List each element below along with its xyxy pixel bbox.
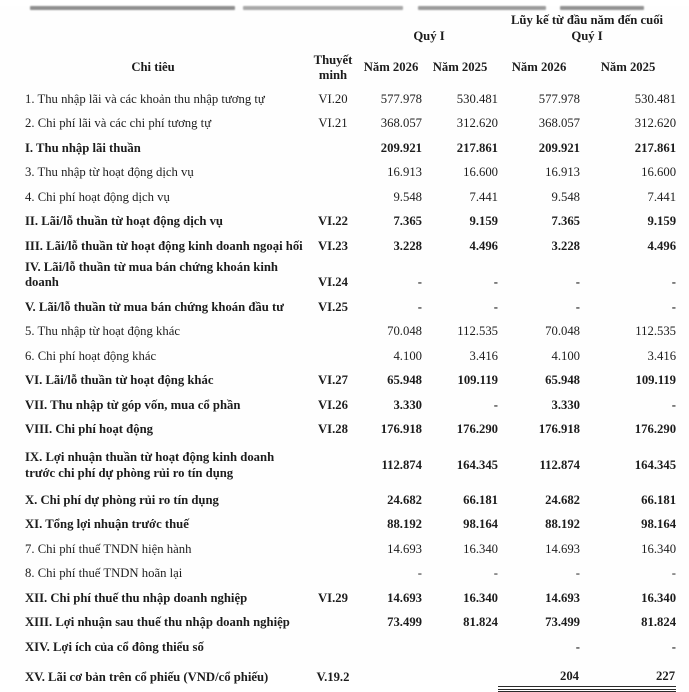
table-row — [0, 514, 676, 539]
financial-statement-page — [0, 6, 689, 684]
row-label: 6. Chi phí hoạt động khác — [25, 348, 157, 363]
table-row — [0, 443, 676, 489]
value-cell: 98.164 — [641, 517, 677, 532]
value-cell: 66.181 — [641, 492, 677, 507]
header-thuyet-minh: Thuyết minh — [313, 53, 353, 82]
header-group-ytd: Lũy kế từ đầu năm đến cuối Quý I — [510, 13, 664, 44]
value-cell: 7.441 — [647, 189, 677, 204]
note-reference — [306, 186, 360, 211]
header-year-2025-ytd: Năm 2025 — [600, 60, 656, 75]
value-cell: 16.600 — [641, 165, 677, 180]
value-cell: 217.861 — [634, 140, 677, 155]
value-cell — [498, 661, 580, 691]
value-cell: 9.159 — [469, 214, 499, 229]
note-reference — [306, 514, 360, 539]
value-cell: 176.290 — [634, 422, 677, 437]
row-label: IV. Lãi/lỗ thuần từ mua bán chứng khoán kinh doanh — [25, 259, 278, 290]
value-cell: 16.340 — [641, 590, 677, 605]
note-reference — [306, 443, 360, 489]
value-cell: 176.918 — [380, 422, 422, 437]
value-cell: - — [417, 275, 422, 290]
value-cell: 3.416 — [469, 348, 499, 363]
note-reference: V.19.2 — [316, 669, 350, 684]
table-row — [0, 538, 676, 563]
table-row — [0, 394, 676, 419]
cropped-text-segment — [418, 6, 546, 10]
value-cell: 88.192 — [545, 517, 581, 532]
value-cell: 312.620 — [456, 116, 499, 131]
value-cell: - — [493, 566, 499, 581]
value-cell: 73.499 — [387, 615, 422, 630]
value-cell: - — [671, 566, 677, 581]
value-cell: - — [493, 299, 499, 314]
header-year-2026-ytd: Năm 2026 — [511, 60, 567, 75]
table-row — [0, 88, 676, 113]
value-cell: 176.290 — [456, 422, 499, 437]
note-reference — [306, 345, 360, 370]
row-label: III. Lãi/lỗ thuần từ hoạt động kinh doanh ngoại hối — [25, 238, 303, 253]
cropped-text-segment — [560, 6, 644, 10]
value-cell — [360, 636, 422, 661]
value-cell: 70.048 — [545, 324, 581, 339]
value-cell: 3.330 — [551, 397, 581, 412]
row-label: 8. Chi phí thuế TNDN hoãn lại — [25, 566, 183, 581]
row-label: I. Thu nhập lãi thuần — [25, 140, 141, 155]
value-cell: 73.499 — [545, 615, 581, 630]
value-cell: 112.535 — [635, 324, 677, 339]
value-cell: 14.693 — [545, 541, 581, 556]
cropped-text-segment — [30, 6, 235, 10]
table-row — [0, 260, 676, 297]
note-reference — [306, 563, 360, 588]
note-reference: VI.21 — [318, 116, 348, 131]
table-row — [0, 661, 676, 691]
table-row — [0, 235, 676, 260]
value-cell: 577.978 — [538, 91, 581, 106]
value-cell: - — [575, 639, 581, 654]
value-cell: 14.693 — [387, 541, 422, 556]
table-row — [0, 370, 676, 395]
value-cell: 112.874 — [381, 458, 422, 473]
note-reference: VI.27 — [318, 373, 348, 388]
value-cell: 4.496 — [647, 238, 677, 253]
table-row — [0, 137, 676, 162]
value-cell: 176.918 — [538, 422, 581, 437]
note-reference: VI.20 — [318, 91, 348, 106]
value-cell: - — [671, 299, 677, 314]
table-row — [0, 587, 676, 612]
table-row — [0, 636, 676, 661]
value-cell: 530.481 — [456, 91, 499, 106]
table-row — [0, 321, 676, 346]
value-cell — [422, 636, 498, 661]
value-cell: 164.345 — [634, 458, 677, 473]
value-cell: - — [671, 639, 677, 654]
note-reference — [306, 538, 360, 563]
value-cell: 16.340 — [641, 541, 677, 556]
value-with-double-rule: 227 — [580, 669, 676, 687]
value-cell: 66.181 — [463, 492, 499, 507]
value-with-double-rule: 204 — [498, 669, 580, 687]
value-cell: 4.100 — [393, 348, 422, 363]
value-cell: 7.365 — [551, 214, 581, 229]
header-year-2026-quarter: Năm 2026 — [363, 60, 419, 75]
header-group-quarter-1: Quý I — [413, 29, 445, 44]
value-cell: 81.824 — [641, 615, 677, 630]
row-label: XIV. Lợi ích của cổ đông thiểu số — [25, 639, 204, 654]
row-label: 7. Chi phí thuế TNDN hiện hành — [25, 541, 192, 556]
value-cell: 9.548 — [551, 189, 581, 204]
row-label: XIII. Lợi nhuận sau thuế thu nhập doanh nghiệp — [25, 615, 290, 630]
value-cell: 109.119 — [635, 373, 677, 388]
table-row — [0, 113, 676, 138]
value-cell: 81.824 — [463, 615, 499, 630]
value-cell: - — [671, 397, 677, 412]
table-row — [0, 563, 676, 588]
value-cell: 530.481 — [634, 91, 677, 106]
value-cell: 112.874 — [539, 458, 581, 473]
row-label: 5. Thu nhập từ hoạt động khác — [25, 324, 180, 339]
note-reference: VI.28 — [318, 422, 348, 437]
row-label: 3. Thu nhập từ hoạt động dịch vụ — [25, 165, 194, 180]
value-cell: 7.441 — [469, 189, 499, 204]
header-year-2025-quarter: Năm 2025 — [432, 60, 488, 75]
value-cell: 7.365 — [393, 214, 422, 229]
value-cell: 16.913 — [387, 165, 422, 180]
value-cell: 16.340 — [463, 590, 499, 605]
row-label: XI. Tổng lợi nhuận trước thuế — [25, 517, 189, 532]
note-reference: VI.25 — [318, 299, 348, 314]
row-label: VII. Thu nhập từ góp vốn, mua cổ phần — [25, 397, 241, 412]
row-label: 1. Thu nhập lãi và các khoản thu nhập tương tự — [25, 91, 265, 106]
value-cell: 9.159 — [647, 214, 677, 229]
table-body — [0, 88, 676, 691]
table-row — [0, 296, 676, 321]
note-reference: VI.29 — [318, 590, 348, 605]
value-cell: 3.228 — [551, 238, 581, 253]
value-cell: 14.693 — [545, 590, 581, 605]
value-cell: 4.100 — [551, 348, 581, 363]
value-cell: 3.330 — [393, 397, 422, 412]
value-cell: 368.057 — [538, 116, 581, 131]
row-label: 4. Chi phí hoạt động dịch vụ — [25, 189, 170, 204]
value-cell: 24.682 — [387, 492, 422, 507]
row-label: IX. Lợi nhuận thuần từ hoạt động kinh doanh trước chi phí dự phòng rủi ro tín dụng — [25, 450, 275, 481]
value-cell — [580, 661, 676, 691]
row-label: V. Lãi/lỗ thuần từ mua bán chứng khoán đầu tư — [25, 299, 284, 314]
value-cell: 312.620 — [634, 116, 677, 131]
value-cell: - — [417, 299, 422, 314]
note-reference — [306, 636, 360, 661]
value-cell: 16.913 — [545, 165, 581, 180]
row-label: VIII. Chi phí hoạt động — [25, 422, 153, 437]
note-reference: VI.26 — [318, 397, 348, 412]
value-cell: 217.861 — [456, 140, 499, 155]
value-cell: 65.948 — [387, 373, 422, 388]
note-reference — [306, 612, 360, 637]
value-cell: 65.948 — [545, 373, 581, 388]
note-reference: VI.24 — [318, 275, 348, 290]
value-cell: 4.496 — [469, 238, 499, 253]
row-label: VI. Lãi/lỗ thuần từ hoạt động khác — [25, 373, 214, 388]
value-cell: - — [671, 275, 677, 290]
value-cell: - — [493, 397, 499, 412]
table-header — [0, 6, 676, 88]
value-cell: 577.978 — [380, 91, 422, 106]
table-row — [0, 489, 676, 514]
income-statement-table — [0, 6, 676, 692]
value-cell: - — [575, 299, 581, 314]
note-reference — [306, 162, 360, 187]
row-label: II. Lãi/lỗ thuần từ hoạt động dịch vụ — [25, 214, 223, 229]
note-reference — [306, 137, 360, 162]
row-label: 2. Chi phí lãi và các chi phí tương tự — [25, 116, 212, 131]
note-reference — [306, 321, 360, 346]
value-cell: 368.057 — [380, 116, 422, 131]
table-row — [0, 612, 676, 637]
value-cell: 109.119 — [457, 373, 499, 388]
note-reference — [306, 489, 360, 514]
value-cell: 24.682 — [545, 492, 581, 507]
value-cell: - — [493, 275, 499, 290]
row-label: XII. Chi phí thuế thu nhập doanh nghiệp — [25, 590, 248, 605]
note-reference: VI.23 — [318, 238, 348, 253]
value-cell — [360, 661, 422, 691]
row-label: X. Chi phí dự phòng rủi ro tín dụng — [25, 492, 219, 507]
value-cell: 14.693 — [387, 590, 422, 605]
value-cell: 88.192 — [387, 517, 422, 532]
value-cell: 70.048 — [387, 324, 422, 339]
row-label: XV. Lãi cơ bản trên cổ phiếu (VND/cổ phiếu) — [25, 669, 269, 684]
value-cell: 98.164 — [463, 517, 499, 532]
value-cell: 16.600 — [463, 165, 499, 180]
table-row — [0, 345, 676, 370]
table-row — [0, 186, 676, 211]
value-cell: 164.345 — [456, 458, 499, 473]
value-cell: - — [575, 275, 581, 290]
cropped-text-segment — [243, 6, 403, 10]
table-row — [0, 211, 676, 236]
table-row — [0, 419, 676, 444]
value-cell: - — [417, 566, 422, 581]
value-cell: 3.228 — [393, 238, 422, 253]
value-cell: 209.921 — [538, 140, 581, 155]
value-cell — [422, 661, 498, 691]
value-cell: 3.416 — [647, 348, 677, 363]
header-spacer — [0, 6, 360, 48]
value-cell: - — [575, 566, 581, 581]
note-reference: VI.22 — [318, 214, 348, 229]
value-cell: 209.921 — [380, 140, 422, 155]
value-cell: 16.340 — [463, 541, 499, 556]
table-row — [0, 162, 676, 187]
value-cell: 9.548 — [393, 189, 422, 204]
value-cell: 112.535 — [457, 324, 499, 339]
header-chi-tieu: Chi tiêu — [131, 60, 175, 75]
